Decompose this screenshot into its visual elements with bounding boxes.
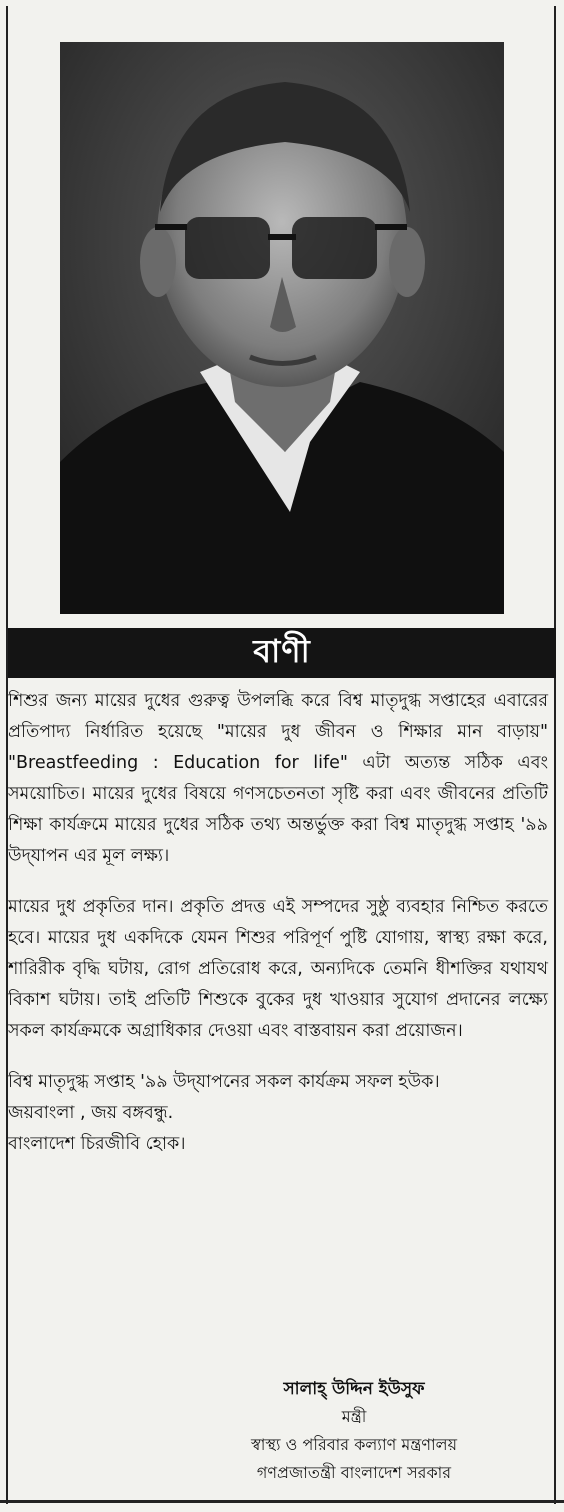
message-body [8, 686, 548, 1160]
page-title: বাণী [253, 632, 311, 670]
signatory-ministry: স্বাস্থ্য ও পরিবার কল্যাণ মন্ত্রণালয় [250, 1435, 458, 1454]
paragraph: বাংলাদেশ চিরজীবি হোক। [8, 1134, 186, 1154]
paragraph: জয়বাংলা , জয় বঙ্গবন্ধু. [8, 1103, 174, 1123]
portrait-illustration [60, 42, 504, 614]
signatory-government: গণপ্রজাতন্ত্রী বাংলাদেশ সরকার [256, 1463, 452, 1482]
signatory-name: সালাহ্‌ উদ্দিন ইউসুফ [283, 1379, 425, 1399]
paragraph: বিশ্ব মাতৃদুগ্ধ সপ্তাহ '৯৯ উদ্‌যাপনের সকল কার্যক্রম সফল হউক। [8, 1072, 440, 1092]
signatory-designation: মন্ত্রী [341, 1407, 367, 1426]
signature-block [204, 1375, 504, 1487]
portrait-photo [60, 42, 504, 614]
paragraph: শিশুর জন্য মায়ের দুধের গুরুত্ব উপলব্ধি করে বিশ্ব মাতৃদুগ্ধ সপ্তাহের এবারের প্রতিপাদ্য নির্ধারিত হয়েছে "মায়ের দুধ জীবন ও শিক্ষার মান বাড়ায়" "Breastfeeding : Education for life" এটা অত্যন্ত সঠিক এবং সময়োচিত। মায়ের দুধের বিষয়ে গণসচেতনতা সৃষ্টি করা এবং জীবনের প্রতিটি শিক্ষা কার্যক্রমে মায়ের দুধের সঠিক তথ্য অন্তর্ভুক্ত করা বিশ্ব মাতৃদুগ্ধ সপ্তাহ '৯৯ উদ্‌যাপন এর মূল লক্ষ্য। [8, 691, 548, 866]
paragraph: মায়ের দুধ প্রকৃতির দান। প্রকৃতি প্রদত্ত এই সম্পদের সুষ্ঠু ব্যবহার নিশ্চিত করতে হবে। মায়ের দুধ একদিকে যেমন শিশুর পরিপূর্ণ পুষ্টি যোগায়, স্বাস্থ্য রক্ষা করে, শারিরীক বৃদ্ধি ঘটায়, রোগ প্রতিরোধ করে, অন্যদিকে তেমনি ধীশক্তির যথাযথ বিকাশ ঘটায়। তাই প্রতিটি শিশুকে বুকের দুধ খাওয়ার সুযোগ প্রদানের লক্ষ্যে সকল কার্যক্রমকে অগ্রাধিকার দেওয়া এবং বাস্তবায়ন করা প্রয়োজন। [8, 897, 548, 1041]
title-banner [8, 628, 556, 678]
bottom-rule [0, 1500, 564, 1503]
